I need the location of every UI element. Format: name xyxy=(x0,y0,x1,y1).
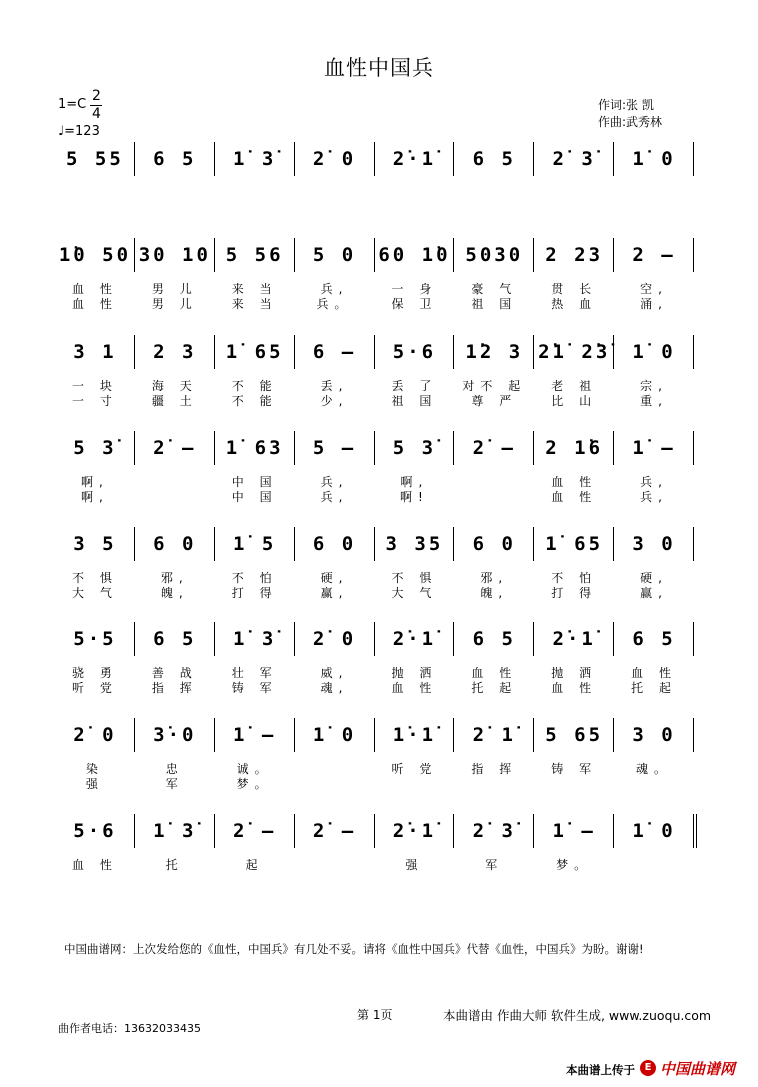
lyricist-credit: 作词:张 凯 xyxy=(598,98,654,112)
measure: 2̇ 0 xyxy=(73,724,117,746)
measure: 5 55 xyxy=(66,148,124,170)
lyric: 铸 军 xyxy=(551,762,598,776)
lyric: 血 性 xyxy=(551,490,598,504)
lyric: 重, xyxy=(640,394,668,408)
lyric: 一 寸 xyxy=(72,394,118,408)
lyric: 血 性 xyxy=(72,297,118,311)
lyric: 起 xyxy=(245,858,264,872)
lyric: 宗, xyxy=(640,379,668,393)
measure: 1̇0 50 xyxy=(58,244,132,266)
measure: 2̇ – xyxy=(312,820,357,842)
measure: 1̇ 63 xyxy=(225,437,284,459)
measure: 5 3̇ xyxy=(73,437,117,459)
page-number: 第 1页 xyxy=(357,1008,393,1022)
measure: 6 5 xyxy=(632,628,676,650)
lyric: 啊! xyxy=(400,490,429,504)
lyric: 不 能 xyxy=(231,394,278,408)
measure: 1̇ – xyxy=(632,437,676,459)
brand-name: 中国曲谱网 xyxy=(660,1060,736,1078)
lyric: 魂。 xyxy=(636,762,673,776)
measure: 2 23 xyxy=(545,244,604,266)
brand-logo-icon: E xyxy=(640,1060,656,1076)
lyric: 抛 洒 xyxy=(551,666,598,680)
measure: 2̇·1̇ xyxy=(392,148,437,170)
measure: 2̇ 3̇ xyxy=(552,148,596,170)
lyric: 邪, xyxy=(480,571,509,585)
measure: 30 10 xyxy=(138,244,211,266)
measure: 6 5 xyxy=(153,148,197,170)
lyric: 不 怕 xyxy=(231,571,278,585)
time-signature-top: 2 xyxy=(92,88,101,104)
lyric: 老 祖 xyxy=(551,379,598,393)
lyric: 不 惧 xyxy=(72,571,118,585)
lyric: 不 能 xyxy=(231,379,278,393)
time-signature-bottom: 4 xyxy=(92,106,101,122)
measure: 1̇ 0 xyxy=(632,820,676,842)
measure: 5 – xyxy=(312,437,357,459)
measure: 5·5 xyxy=(73,628,117,650)
measure: 1̇ – xyxy=(552,820,596,842)
lyric: 魄, xyxy=(160,586,189,600)
measure: 1̇ 5 xyxy=(233,533,277,555)
key-signature: 1=C xyxy=(58,97,87,112)
measure: 6 0 xyxy=(312,533,357,555)
lyric: 啊, xyxy=(81,490,109,504)
measure: 6 0 xyxy=(472,533,516,555)
measure: 5 56 xyxy=(225,244,284,266)
lyric: 善 战 xyxy=(151,666,198,680)
measure: 2̇ – xyxy=(472,437,516,459)
composer-phone: 曲作者电话：13632033435 xyxy=(58,1022,201,1035)
lyric: 不 惧 xyxy=(391,571,438,585)
measure: 5030 xyxy=(465,244,524,266)
lyric: 强 xyxy=(405,858,424,872)
lyric: 涌, xyxy=(640,297,668,311)
lyric: 梦。 xyxy=(556,858,593,872)
measure: 1̇ 65 xyxy=(545,533,604,555)
lyric: 魄, xyxy=(480,586,509,600)
measure: 2̇·1̇ xyxy=(392,628,437,650)
lyric: 听 党 xyxy=(72,681,118,695)
measure: 2̇·1̇ xyxy=(392,820,437,842)
lyric: 空, xyxy=(640,282,668,296)
lyric: 兵, xyxy=(640,475,668,489)
footer-note: 中国曲谱网：上次发给您的《血性，中国兵》有几处不妥。请将《血性中国兵》代替《血性，中国兵》为盼。谢谢! xyxy=(64,942,644,956)
measure: 5·6 xyxy=(73,820,117,842)
lyric: 对不 起 xyxy=(462,379,527,393)
measure: 1̇ 3̇ xyxy=(233,628,277,650)
measure: 2̇ 3̇ xyxy=(472,820,516,842)
lyric: 尊 严 xyxy=(471,394,518,408)
lyric: 大 气 xyxy=(391,586,438,600)
lyric: 打 得 xyxy=(231,586,278,600)
measure: 3̇·0 xyxy=(153,724,197,746)
lyric: 疆 土 xyxy=(151,394,198,408)
measure: 2̇ – xyxy=(233,820,277,842)
measure: 1̇ 0 xyxy=(632,148,676,170)
lyric: 祖 国 xyxy=(471,297,518,311)
lyric: 壮 军 xyxy=(231,666,278,680)
lyric: 威, xyxy=(320,666,349,680)
measure: 2̇ 1̇ xyxy=(472,724,516,746)
measure: 6 – xyxy=(312,341,357,363)
lyric: 比 山 xyxy=(551,394,598,408)
lyric: 男 儿 xyxy=(151,282,198,296)
lyric: 指 挥 xyxy=(471,762,518,776)
measure: 1̇ – xyxy=(233,724,277,746)
lyric: 兵, xyxy=(320,490,349,504)
lyric: 邪, xyxy=(160,571,189,585)
measure: 60 1̇0 xyxy=(378,244,451,266)
measure: 2̇ 0 xyxy=(312,628,357,650)
score-title: 血性中国兵 xyxy=(324,56,434,80)
lyric: 托 起 xyxy=(471,681,518,695)
lyric: 来 当 xyxy=(231,282,278,296)
lyric: 兵, xyxy=(320,475,349,489)
lyric: 热 血 xyxy=(551,297,598,311)
lyric: 少, xyxy=(320,394,349,408)
measure: 2 3 xyxy=(153,341,197,363)
lyric: 大 气 xyxy=(72,586,118,600)
composer-credit: 作曲:武秀林 xyxy=(598,115,663,129)
measure: 5 65 xyxy=(545,724,604,746)
lyric: 抛 洒 xyxy=(391,666,438,680)
measure: 5 3̇ xyxy=(392,437,437,459)
measure: 3 35 xyxy=(385,533,444,555)
measure: 6 5 xyxy=(153,628,197,650)
lyric: 兵。 xyxy=(316,297,353,311)
lyric: 硬, xyxy=(320,571,349,585)
measure: 2 – xyxy=(632,244,676,266)
lyric: 忠 xyxy=(165,762,184,776)
measure: 5·6 xyxy=(392,341,437,363)
measure: 1̇ 0 xyxy=(312,724,357,746)
lyric: 豪 气 xyxy=(471,282,518,296)
lyric: 保 卫 xyxy=(391,297,438,311)
lyric: 啊, xyxy=(400,475,429,489)
lyric: 中 国 xyxy=(231,475,278,489)
measure: 1̇ 3̇ xyxy=(153,820,197,842)
upload-text: 本曲谱上传于 xyxy=(566,1063,635,1077)
lyric: 魂, xyxy=(320,681,349,695)
lyric: 赢, xyxy=(320,586,349,600)
lyric: 听 党 xyxy=(391,762,438,776)
lyric: 血 性 xyxy=(631,666,677,680)
measure: 2 1̇6 xyxy=(545,437,604,459)
lyric: 军 xyxy=(165,777,184,791)
lyric: 丢 了 xyxy=(391,379,438,393)
lyric: 丢, xyxy=(320,379,349,393)
measure: 6 5 xyxy=(472,148,516,170)
measure: 2̇ 0 xyxy=(312,148,357,170)
lyric: 不 怕 xyxy=(551,571,598,585)
lyric: 托 xyxy=(165,858,184,872)
lyric: 一 身 xyxy=(391,282,438,296)
measure: 1̇ 3̇ xyxy=(233,148,277,170)
lyric: 诚。 xyxy=(236,762,273,776)
lyric: 军 xyxy=(485,858,504,872)
measure: 5 0 xyxy=(312,244,357,266)
measure: 1̇·1̇ xyxy=(392,724,437,746)
lyric: 兵, xyxy=(640,490,668,504)
lyric: 贯 长 xyxy=(551,282,598,296)
lyric: 血 性 xyxy=(471,666,518,680)
lyric: 打 得 xyxy=(551,586,598,600)
lyric: 祖 国 xyxy=(391,394,438,408)
measure: 3 0 xyxy=(632,724,676,746)
lyric: 中 国 xyxy=(231,490,278,504)
lyric: 一 块 xyxy=(72,379,118,393)
lyric: 硬, xyxy=(640,571,668,585)
measure: 3 5 xyxy=(73,533,117,555)
measure: 2̇1̇ 2̇3̇ xyxy=(538,341,611,363)
lyric: 血 性 xyxy=(391,681,438,695)
lyric: 血 性 xyxy=(72,858,118,872)
quarter-note-icon: ♩ xyxy=(58,124,65,139)
lyric: 铸 军 xyxy=(231,681,278,695)
measure: 3 0 xyxy=(632,533,676,555)
lyric: 血 性 xyxy=(72,282,118,296)
measure: 1̇ 65 xyxy=(225,341,284,363)
measure: 2̇ – xyxy=(153,437,197,459)
lyric: 染 xyxy=(85,762,104,776)
lyric: 骁 勇 xyxy=(72,666,118,680)
lyric: 指 挥 xyxy=(151,681,198,695)
lyric: 来 当 xyxy=(231,297,278,311)
measure: 6 0 xyxy=(153,533,197,555)
lyric: 男 儿 xyxy=(151,297,198,311)
lyric: 强 xyxy=(85,777,104,791)
tempo-marking: ♩=123 xyxy=(58,124,100,139)
lyric: 兵, xyxy=(320,282,349,296)
generator-credit: 本曲谱由 作曲大师 软件生成, www.zuoqu.com xyxy=(443,1008,712,1023)
measure: 1̇ 0 xyxy=(632,341,676,363)
lyric: 海 天 xyxy=(151,379,198,393)
measure: 1̇2 3 xyxy=(465,341,524,363)
lyric: 啊, xyxy=(81,475,109,489)
lyric: 血 性 xyxy=(551,681,598,695)
measure: 3 1 xyxy=(73,341,117,363)
lyric: 托 起 xyxy=(631,681,677,695)
lyric: 梦。 xyxy=(236,777,273,791)
measure: 2̇·1̇ xyxy=(552,628,596,650)
lyric: 赢, xyxy=(640,586,668,600)
measure: 6 5 xyxy=(472,628,516,650)
lyric: 血 性 xyxy=(551,475,598,489)
